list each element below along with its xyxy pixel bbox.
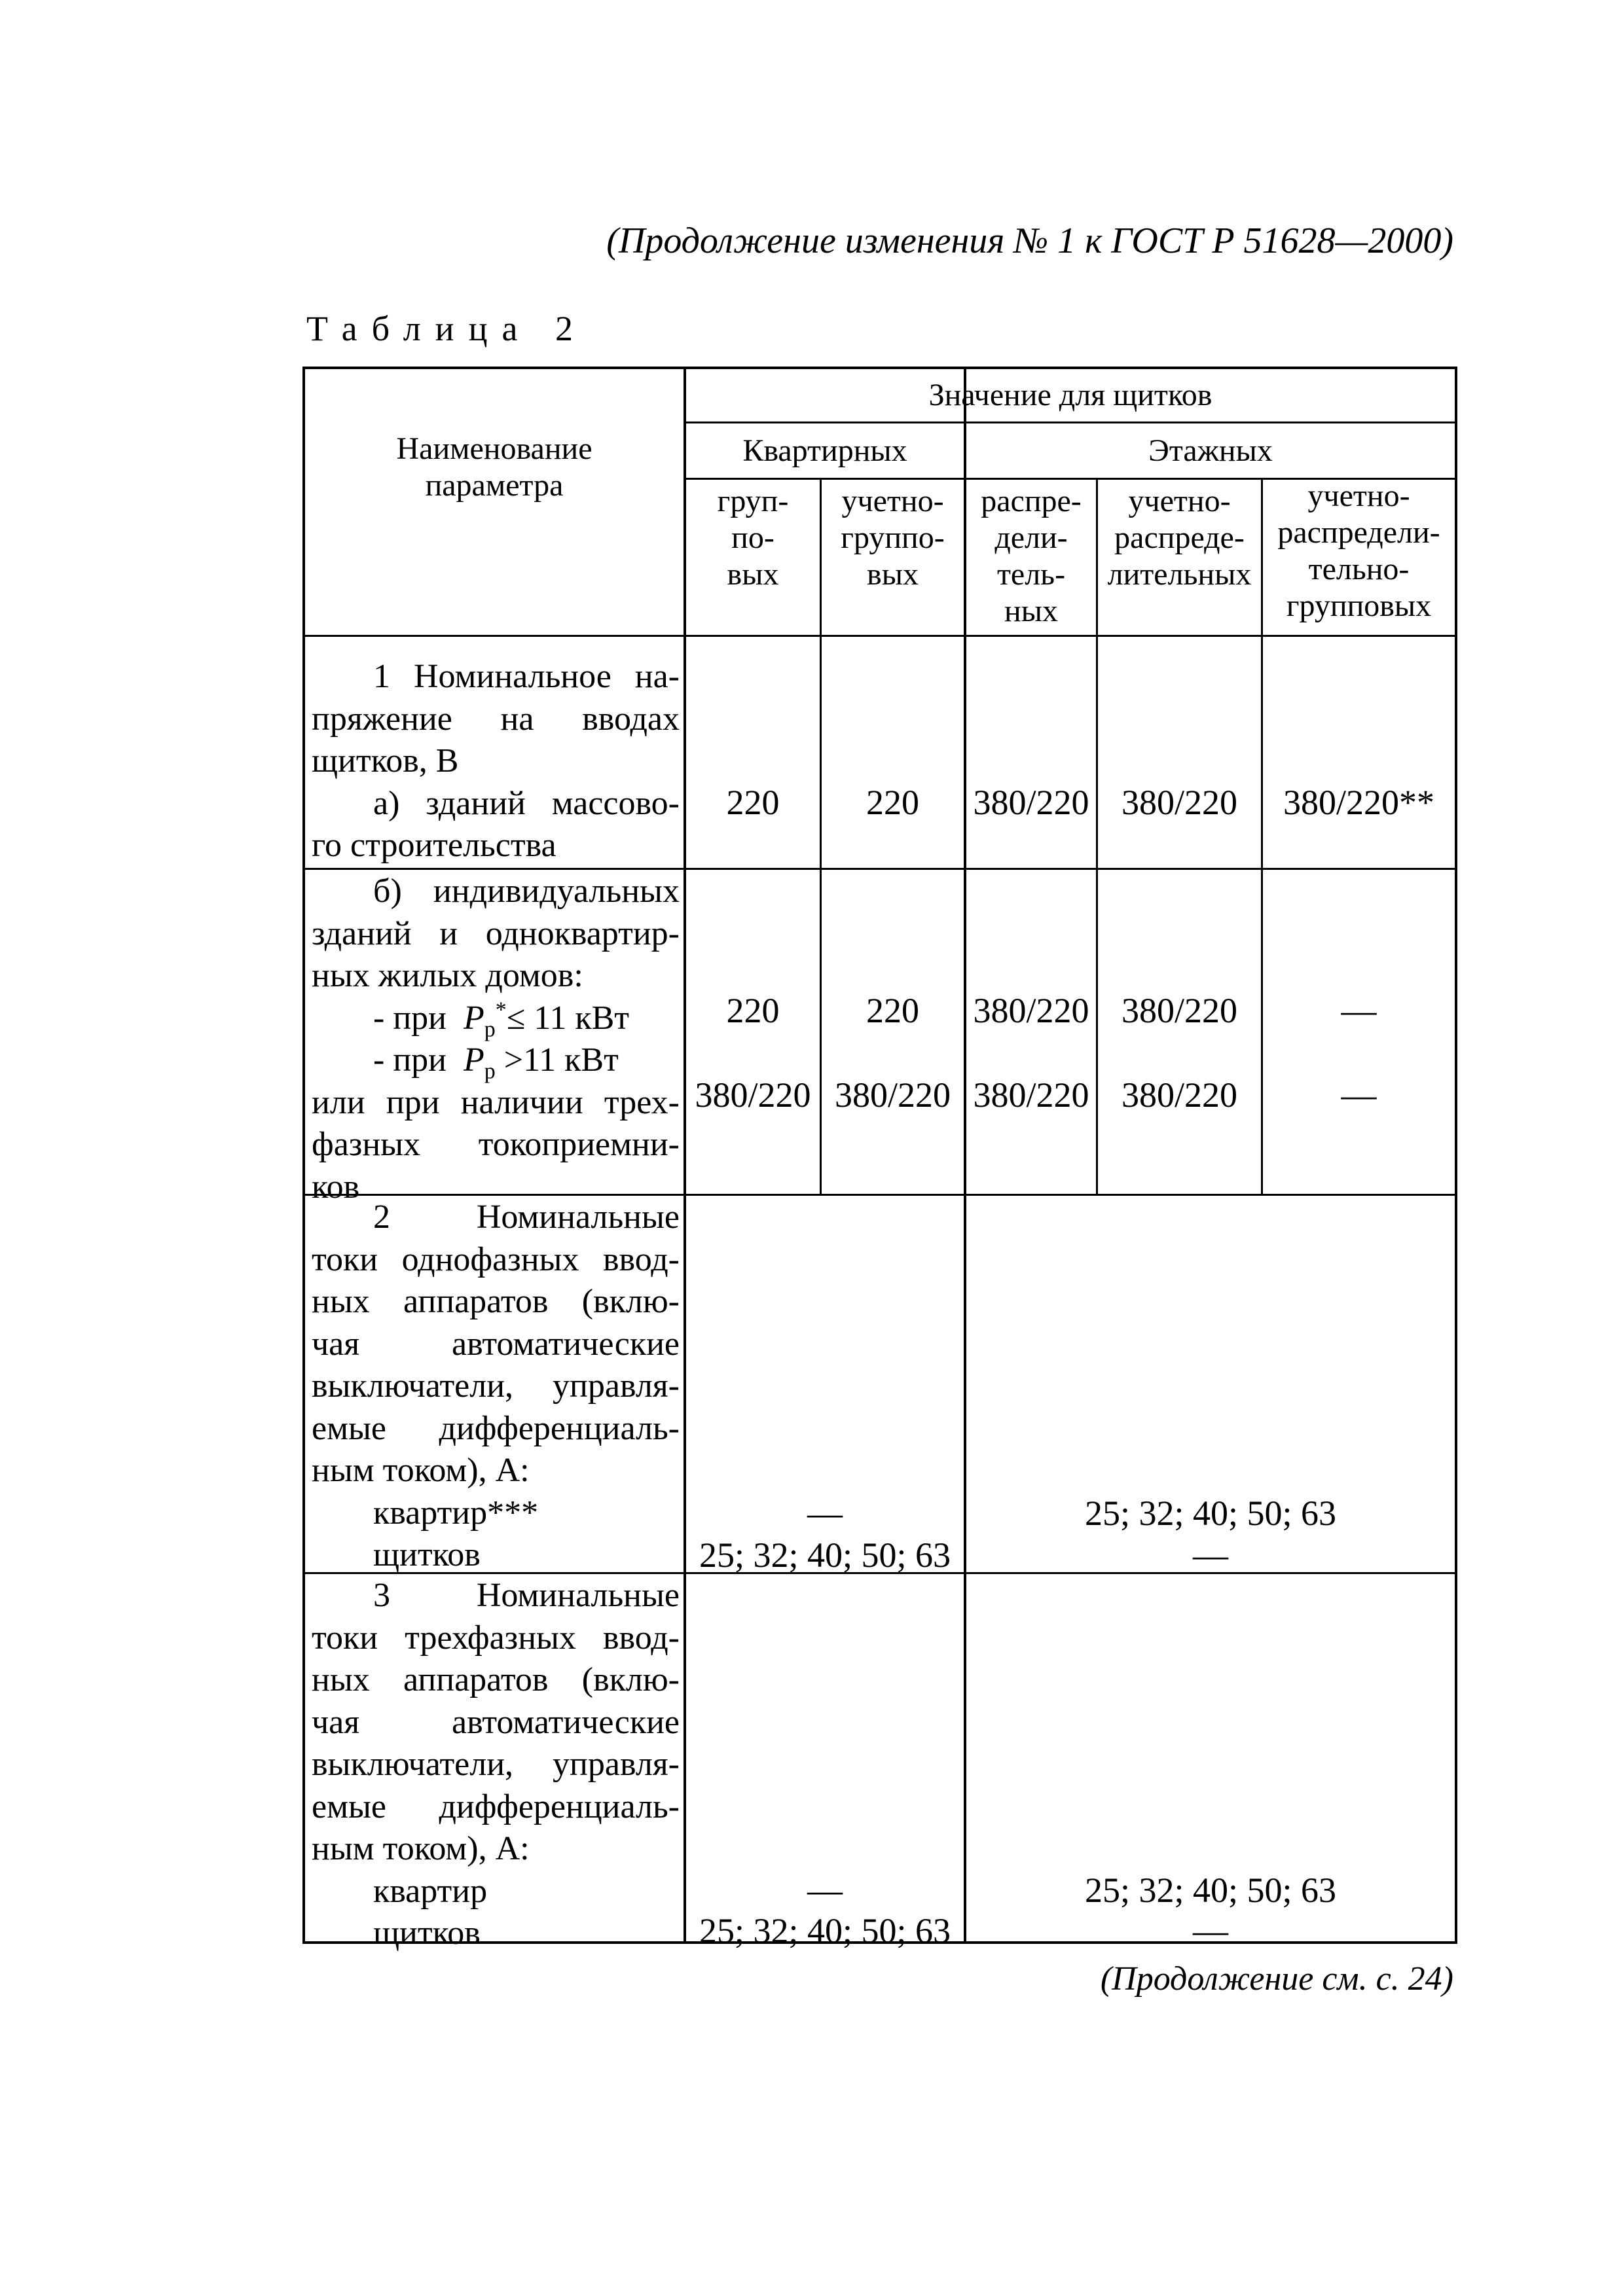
row1-b-line: зданий и одноквартир- bbox=[312, 914, 680, 952]
row3-param bbox=[312, 1575, 680, 1955]
col-header-uchetno-raspredelitelno-gruppovyh bbox=[1263, 478, 1455, 624]
table-2 bbox=[302, 367, 1457, 1952]
row1b1-value: 220 bbox=[866, 991, 919, 1030]
row1b1-value: — bbox=[1341, 991, 1377, 1030]
row1-title-line: 1 Номинальное на- bbox=[373, 658, 680, 695]
col-header-line: распредели- bbox=[1277, 515, 1440, 550]
row1b2-value: 380/220 bbox=[834, 1075, 951, 1115]
b1-prefix: - при bbox=[373, 999, 447, 1037]
row1a-value: 380/220 bbox=[1121, 783, 1237, 822]
row2-sub2: щитков bbox=[373, 1536, 481, 1573]
row1b1-value: 220 bbox=[726, 991, 780, 1030]
row1-b2-line: фазных токоприемни- bbox=[312, 1126, 680, 1163]
sub-header-etazhnyh: Этажных bbox=[1148, 433, 1273, 468]
col-header-line: учетно- bbox=[1307, 478, 1410, 513]
row3-line: емые дифференциаль- bbox=[312, 1787, 680, 1825]
table-caption: Таблица 2 bbox=[306, 309, 587, 348]
row3-kv-sub1: — bbox=[807, 1871, 843, 1910]
row3-et-sub2: — bbox=[1193, 1911, 1228, 1950]
row2-kv-sub1: — bbox=[807, 1494, 843, 1533]
b2-cond: >11 кВт bbox=[503, 1041, 619, 1079]
sub-header-kvartirnyh: Квартирных bbox=[742, 433, 907, 468]
col-divider-param bbox=[684, 367, 686, 1944]
rule-row1a bbox=[302, 868, 1457, 870]
row1b-param bbox=[312, 870, 680, 1208]
power-symbol: P bbox=[463, 999, 484, 1037]
group-header: Значение для щитков bbox=[928, 378, 1213, 412]
row2-sub1: квартир*** bbox=[373, 1494, 539, 1532]
col-header-line: тельно- bbox=[1308, 552, 1410, 586]
footnote-mark: * bbox=[495, 997, 507, 1022]
col-header-line: лительных bbox=[1107, 557, 1252, 592]
row1-b2-condition bbox=[312, 1039, 680, 1082]
row1-b-line: б) индивидуальных bbox=[373, 872, 680, 910]
col-header-line: вых bbox=[727, 557, 779, 592]
row1b1-value: 380/220 bbox=[1121, 991, 1237, 1030]
col-header-line: учетно- bbox=[841, 484, 944, 518]
row1-a-line: го строительства bbox=[312, 827, 556, 864]
param-header-line: Наименование bbox=[396, 431, 593, 466]
col-header-line: учетно- bbox=[1128, 484, 1231, 518]
row1b2-value: 380/220 bbox=[695, 1075, 811, 1115]
row2-line: 2 Номинальные bbox=[373, 1198, 680, 1236]
col-header-line: распреде- bbox=[1114, 520, 1245, 555]
row2-et-sub1: 25; 32; 40; 50; 63 bbox=[1084, 1494, 1336, 1533]
row3-sub1: квартир bbox=[373, 1872, 488, 1910]
continuation-footer: (Продолжение см. с. 24) bbox=[1100, 1960, 1453, 1998]
rule-header-end bbox=[302, 635, 1457, 637]
power-symbol: P bbox=[463, 1041, 484, 1079]
col-header-line: дели- bbox=[994, 520, 1068, 555]
row3-kv-sub2: 25; 32; 40; 50; 63 bbox=[699, 1911, 951, 1950]
row3-line: чая автоматические bbox=[312, 1703, 680, 1741]
row1-a-line: а) зданий массово- bbox=[373, 784, 680, 822]
row1-b2-line: или при наличии трех- bbox=[312, 1083, 680, 1121]
power-subscript: р bbox=[484, 1059, 496, 1084]
row3-line: 3 Номинальные bbox=[373, 1577, 680, 1614]
row2-kv-sub2: 25; 32; 40; 50; 63 bbox=[699, 1535, 951, 1575]
row1a-value: 220 bbox=[866, 783, 919, 822]
row1-param bbox=[312, 656, 680, 867]
row1-b2-line: ков bbox=[312, 1168, 360, 1206]
param-header bbox=[305, 369, 684, 565]
col-header-line: по- bbox=[731, 520, 775, 555]
border-right bbox=[1455, 367, 1457, 1944]
row1a-value: 380/220 bbox=[973, 783, 1089, 822]
row1-b1-condition bbox=[312, 997, 680, 1040]
col-header-uchetno-gruppovyh bbox=[822, 483, 964, 593]
row2-line: емые дифференциаль- bbox=[312, 1409, 680, 1447]
col-header-line: тель- bbox=[996, 557, 1066, 592]
row3-sub2: щитков bbox=[373, 1914, 481, 1952]
param-header-line: параметра bbox=[425, 468, 564, 503]
col-header-uchetno-raspredelitelnyh bbox=[1098, 483, 1261, 593]
row1b2-value: 380/220 bbox=[973, 1075, 1089, 1115]
b2-prefix: - при bbox=[373, 1041, 447, 1079]
row1-b-line: ных жилых домов: bbox=[312, 957, 583, 994]
row1-title-line: щитков, В bbox=[312, 742, 459, 780]
col-header-line: вых bbox=[867, 557, 919, 592]
row3-line: ных аппаратов (вклю- bbox=[312, 1661, 680, 1698]
col-header-line: групповых bbox=[1286, 588, 1432, 623]
row1a-value: 220 bbox=[726, 783, 780, 822]
row3-et-sub1: 25; 32; 40; 50; 63 bbox=[1084, 1871, 1336, 1910]
row2-param bbox=[312, 1196, 680, 1577]
col-header-raspredelitelnyh bbox=[966, 483, 1096, 630]
power-subscript: р bbox=[484, 1016, 496, 1041]
col-header-gruppovyh bbox=[686, 483, 820, 593]
row2-line: чая автоматические bbox=[312, 1325, 680, 1363]
row1-title-line: пряжение на вводах bbox=[312, 700, 680, 738]
row2-line: выключатели, управля- bbox=[312, 1367, 680, 1405]
row3-line: выключатели, управля- bbox=[312, 1746, 680, 1783]
row3-line: токи трехфазных ввод- bbox=[312, 1619, 680, 1657]
row2-line: ных аппаратов (вклю- bbox=[312, 1283, 680, 1320]
row2-line: ным током), А: bbox=[312, 1452, 530, 1489]
col-header-line: распре- bbox=[981, 484, 1082, 518]
border-left bbox=[302, 367, 305, 1944]
row2-et-sub2: — bbox=[1193, 1535, 1228, 1575]
col-header-line: ных bbox=[1004, 594, 1058, 628]
row1a-value: 380/220** bbox=[1283, 783, 1434, 822]
row3-line: ным током), А: bbox=[312, 1830, 530, 1867]
row1b2-value: — bbox=[1341, 1075, 1377, 1115]
col-header-line: группо- bbox=[841, 520, 945, 555]
col-header-line: груп- bbox=[717, 484, 789, 518]
continuation-header: (Продолжение изменения № 1 к ГОСТ Р 51628—2000) bbox=[606, 221, 1453, 261]
row1b1-value: 380/220 bbox=[973, 991, 1089, 1030]
row2-line: токи однофазных ввод- bbox=[312, 1240, 680, 1278]
row1b2-value: 380/220 bbox=[1121, 1075, 1237, 1115]
b1-cond: ≤ 11 кВт bbox=[506, 999, 630, 1037]
